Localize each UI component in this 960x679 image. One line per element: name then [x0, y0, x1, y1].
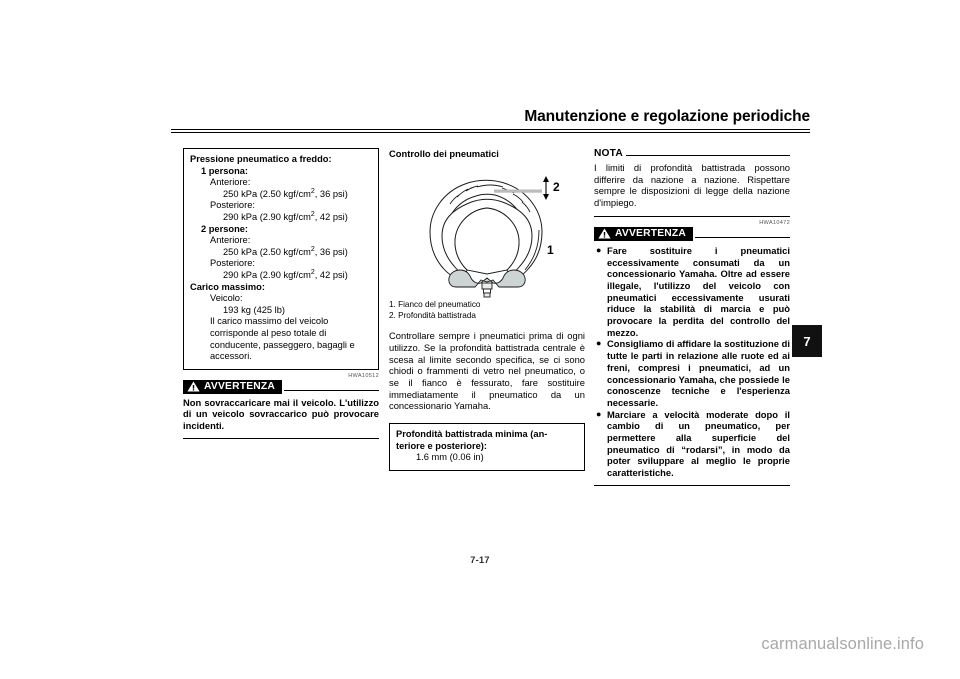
bullet-text: Consigliamo di affidare la sostituzione di tutte le parti in relazione alle ruote ed ai freni, compresi i pneumatici, ad un concessionario Yamaha, che possiede le conoscenze tecniche e l'esperienza necessarie. — [607, 338, 790, 408]
bullet-dot-icon: ● — [596, 338, 602, 349]
spec-row: Anteriore: — [210, 235, 251, 246]
tire-cross-section-diagram — [403, 170, 571, 298]
callout-1-label — [547, 243, 554, 257]
reference-code: HWA10512 — [348, 372, 379, 379]
note-close-rule — [594, 216, 790, 217]
reference-code: HWA10472 — [759, 219, 790, 226]
warning-label: AVVERTENZA — [204, 381, 276, 393]
spec-value-part: , 36 psi) — [314, 188, 348, 199]
figure-legend — [389, 300, 585, 321]
spec-note: Il carico massimo del veicolo corrisponde al peso totale di conducente, passeggero, bagagli e accessori. — [210, 316, 355, 362]
note-body: I limiti di profondità battistrada possono differire da nazione a nazione. Rispettare sempre le disposizioni di legge della nazione d'impiego. — [594, 162, 790, 209]
section-body-text: Controllare sempre i pneumatici prima di ogni utilizzo. Se la profondità battistrada centrale è scesa al limite secondo specifica, se ci sono chiodi o frammenti di vetro nel pneumatico, o se il fianco è fessurato, fare sostituire immediatamente il pneumatico da un concessionario Yamaha. — [389, 330, 585, 412]
spec-value-part: , 42 psi) — [314, 211, 348, 222]
spec-row — [190, 247, 372, 259]
tread-depth-spec-box — [389, 423, 585, 471]
spec-title-line1: Profondità battistrada minima (an- — [396, 429, 548, 440]
note-header — [594, 148, 790, 159]
warning-close-rule — [183, 438, 379, 439]
spec-row: Anteriore: — [210, 177, 251, 188]
bullet-dot-icon: ● — [596, 408, 602, 419]
warning-header — [594, 227, 790, 241]
warning-label: AVVERTENZA — [615, 228, 687, 240]
spec-superscript: 2 — [310, 187, 315, 195]
watermark: carmanualsonline.info — [761, 635, 924, 653]
svg-text:2: 2 — [553, 180, 560, 194]
spec-row: Posteriore: — [210, 258, 255, 269]
list-item — [594, 409, 790, 479]
svg-text:1: 1 — [547, 243, 554, 257]
warning-bullet-list — [594, 245, 790, 479]
legend-item-2: 2. Profondità battistrada — [389, 310, 476, 320]
warning-rule — [284, 390, 379, 391]
spec-row: 193 kg (425 lb) — [223, 304, 286, 315]
legend-item-1: 1. Fianco del pneumatico — [389, 300, 481, 309]
spec-superscript: 2 — [310, 268, 315, 276]
spec-superscript: 2 — [310, 210, 315, 218]
warning-body: Non sovraccaricare mai il veicolo. L'utilizzo di un veicolo sovraccarico può provocare incidenti. — [183, 396, 379, 432]
page-header — [171, 108, 810, 133]
spec-row: 1 persona: — [201, 165, 249, 176]
warning-triangle-icon — [598, 228, 611, 239]
spec-value-part: 250 kPa (2.50 kgf/cm — [223, 246, 311, 257]
warning-rule — [695, 237, 790, 238]
warning-triangle-icon — [187, 381, 200, 392]
spec-row — [190, 212, 372, 224]
spec-title-line2: teriore e posteriore): — [396, 440, 487, 451]
warning-header — [183, 380, 379, 394]
spec-row: Posteriore: — [210, 200, 255, 211]
spec-value: 1.6 mm (0.06 in) — [416, 452, 484, 463]
spec-value-part: , 42 psi) — [314, 269, 348, 280]
spec-row: Veicolo: — [210, 293, 243, 304]
column-middle — [389, 148, 585, 471]
spec-superscript: 2 — [310, 245, 315, 253]
chapter-tab-7[interactable]: 7 — [792, 325, 822, 357]
section-heading: Controllo dei pneumatici — [389, 148, 499, 159]
spec-title: Pressione pneumatico a freddo: — [190, 154, 332, 164]
warning-banner — [183, 380, 282, 394]
bullet-text: Marciare a velocità moderate dopo il cambio di un pneumatico, per permettere alla superficie del pneumatico di “rodarsi”, in modo da poter sviluppare al meglio le proprie caratteristiche. — [607, 408, 790, 479]
warning-banner — [594, 227, 693, 241]
spec-row — [190, 189, 372, 201]
bullet-text: Fare sostituire i pneumatici eccessivamente consumati da un concessionario Yamaha. Oltre ad essere illegale, l'utilizzo del veicolo con pneumatici eccessivamente usurati riduce la stabilità di marcia e può provocare la perdita del controllo del mezzo. — [607, 244, 790, 338]
page-number: 7-17 — [470, 555, 490, 565]
spec-title-2: Carico massimo: — [190, 281, 265, 292]
tire-pressure-spec-box — [183, 148, 379, 370]
header-rule-thick — [171, 129, 810, 130]
spec-row — [190, 270, 372, 282]
column-left — [183, 148, 379, 439]
spec-value-part: 250 kPa (2.50 kgf/cm — [223, 188, 311, 199]
spec-value-part: 290 kPa (2.90 kgf/cm — [223, 269, 311, 280]
spec-value-part: , 36 psi) — [314, 246, 348, 257]
list-item — [594, 245, 790, 339]
bullet-dot-icon: ● — [596, 244, 602, 255]
list-item — [594, 338, 790, 408]
header-rule-thin — [171, 132, 810, 133]
spec-value-part: 290 kPa (2.90 kgf/cm — [223, 211, 311, 222]
warning-close-rule — [594, 485, 790, 486]
spec-row: 2 persone: — [201, 223, 249, 234]
page-title: Manutenzione e regolazione periodiche — [524, 108, 810, 125]
note-rule — [626, 155, 790, 156]
note-label: NOTA — [594, 148, 623, 159]
tire-cross-section-figure — [389, 170, 585, 298]
column-right — [594, 148, 790, 486]
